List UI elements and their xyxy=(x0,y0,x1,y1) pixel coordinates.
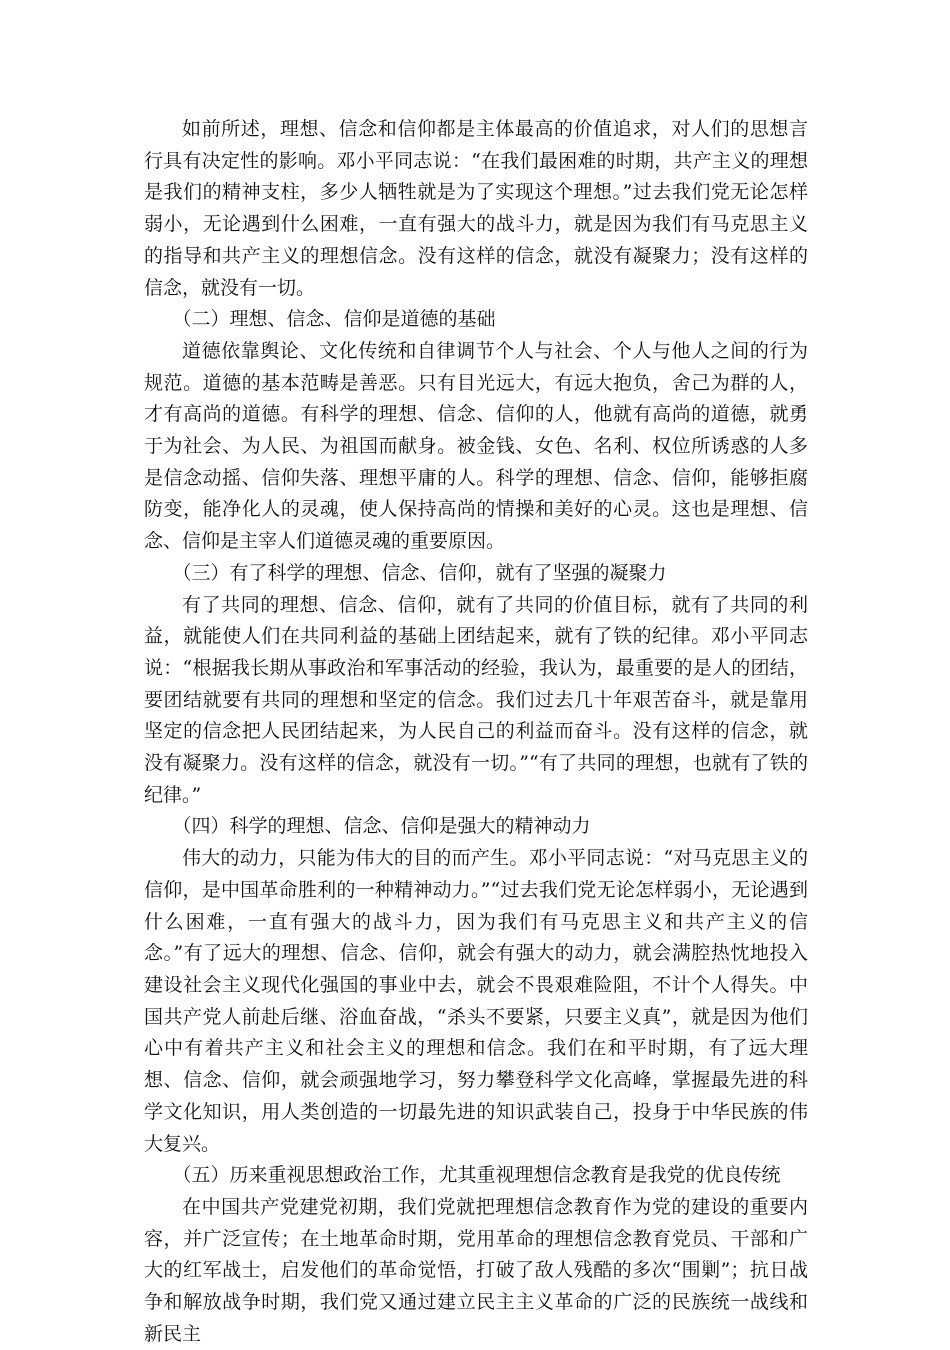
section-heading-4: （四）科学的理想、信念、信仰是强大的精神动力 xyxy=(172,815,591,838)
paragraph-morality: 道德依靠舆论、文化传统和自律调节个人与社会、个人与他人之间的行为规范。道德的基本范畴是善恶。只有目光远大，有远大抱负，舍己为群的人，才有高尚的道德。有科学的理想、信念、信仰的人，他就有高尚的道德，就勇于为社会、为人民、为祖国而献身。被金钱、女色、名利、权位所诱惑的人多是信念动摇、信仰失落、理想平庸的人。科学的理想、信念、信仰，能够拒腐防变，能净化人的灵魂，使人保持高尚的情操和美好的心灵。这也是理想、信念、信仰是主宰人们道德灵魂的重要原因。 xyxy=(144,339,808,553)
section-heading-2: （二）理想、信念、信仰是道德的基础 xyxy=(172,308,496,331)
paragraph-intro: 如前所述，理想、信念和信仰都是主体最高的价值追求，对人们的思想言行具有决定性的影响。邓小平同志说：“在我们最困难的时期，共产主义的理想是我们的精神支柱，多少人牺牲就是为了实现这个理想。”过去我们党无论怎样弱小，无论遇到什么困难，一直有强大的战斗力，就是因为我们有马克思主义的指导和共产主义的理想信念。没有这样的信念，就没有凝聚力；没有这样的信念，就没有一切。 xyxy=(144,118,808,299)
paragraph-tradition: 在中国共产党建党初期，我们党就把理想信念教育作为党的建设的重要内容，并广泛宣传；在土地革命时期，党用革命的理想信念教育党员、干部和广大的红军战士，启发他们的革命觉悟，打破了敌人残酷的多次“围剿”；抗日战争和解放战争时期，我们党又通过建立民主主义革命的广泛的民族统一战线和新民主 xyxy=(144,1195,808,1345)
paragraph-motivation: 伟大的动力，只能为伟大的目的而产生。邓小平同志说：“对马克思主义的信仰，是中国革命胜利的一种精神动力。”“过去我们党无论怎样弱小，无论遇到什么困难，一直有强大的战斗力，因为我们有马克思主义和共产主义的信念。”有了远大的理想、信念、信仰，就会有强大的动力，就会满腔热忱地投入建设社会主义现代化强国的事业中去，就会不畏艰难险阻，不计个人得失。中国共产党人前赴后继、浴血奋战，“杀头不要紧，只要主义真”，就是因为他们心中有着共产主义和社会主义的理想和信念。我们在和平时期，有了远大理想、信念、信仰，就会顽强地学习，努力攀登科学文化高峰，掌握最先进的科学文化知识，用人类创造的一切最先进的知识武装自己，投身于中华民族的伟大复兴。 xyxy=(144,847,808,1155)
section-heading-5: （五）历来重视思想政治工作，尤其重视理想信念教育是我党的优良传统 xyxy=(172,1164,781,1187)
document-page xyxy=(144,114,808,1350)
paragraph-cohesion: 有了共同的理想、信念、信仰，就有了共同的价值目标，就有了共同的利益，就能使人们在共同利益的基础上团结起来，就有了铁的纪律。邓小平同志说：“根据我长期从事政治和军事活动的经验，我认为，最重要的是人的团结，要团结就要有共同的理想和坚定的信念。我们过去几十年艰苦奋斗，就是靠用坚定的信念把人民团结起来，为人民自己的利益而奋斗。没有这样的信念，就没有凝聚力。没有这样的信念，就没有一切。”“有了共同的理想，也就有了铁的纪律。” xyxy=(144,593,808,806)
section-heading-3: （三）有了科学的理想、信念、信仰，就有了坚强的凝聚力 xyxy=(172,561,667,584)
